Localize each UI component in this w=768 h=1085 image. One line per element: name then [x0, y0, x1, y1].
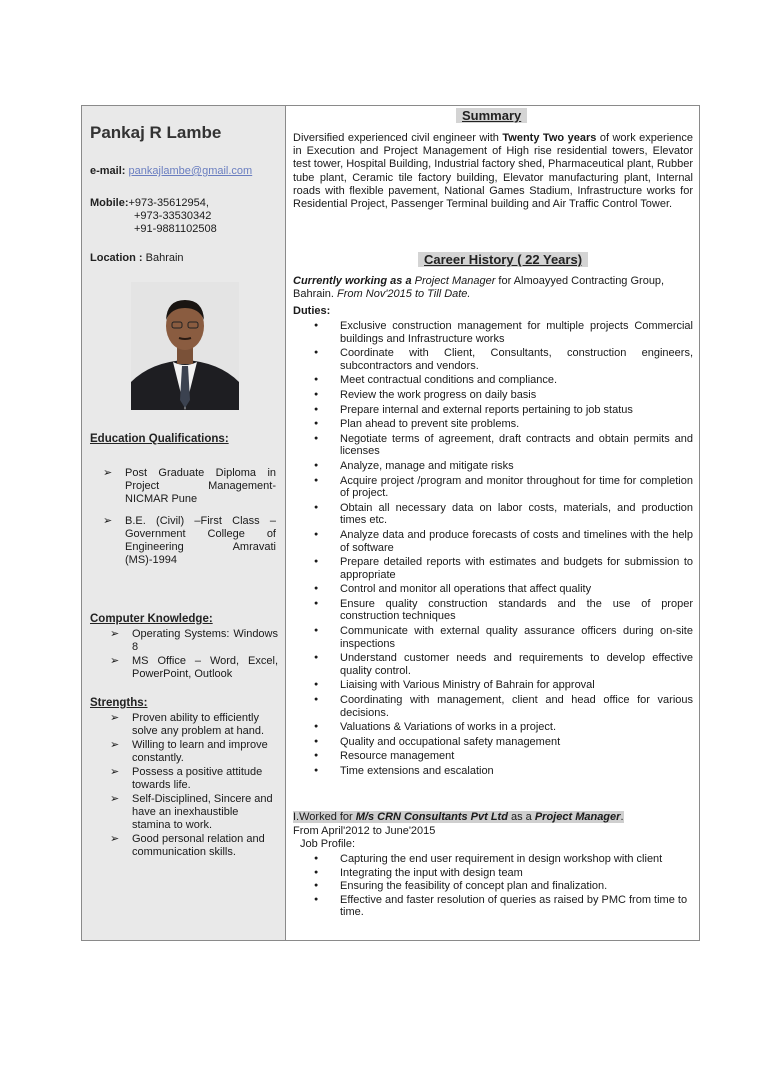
list-item: ● Liaising with Various Ministry of Bahrain for approval — [314, 679, 693, 692]
career-heading: Career History ( 22 Years) — [418, 252, 588, 267]
list-item: ➢ Proven ability to efficiently solve any problem at hand. — [110, 712, 265, 737]
list-item: ● Exclusive construction management for multiple projects Commercial buildings and Infrastructure works — [314, 320, 693, 345]
location-value: Bahrain — [145, 252, 184, 264]
list-item: ➢ Willing to learn and improve constantly. — [110, 739, 268, 764]
list-item: ● Negotiate terms of agreement, draft contracts and obtain permits and licenses — [314, 433, 693, 458]
list-item: ● Review the work progress on daily basis — [314, 389, 693, 402]
list-item: ➢ Possess a positive attitude towards life. — [110, 766, 263, 791]
strengths-list — [110, 712, 278, 868]
list-item: ● Communicate with external quality assurance officers during on-site inspections — [314, 625, 693, 650]
list-item: ● Coordinate with Client, Consultants, construction engineers, subcontractors and vendors. — [314, 347, 693, 372]
summary-heading: Summary — [456, 108, 527, 123]
list-item: ➢ Operating Systems: Windows 8 — [110, 628, 278, 653]
list-item: ● Analyze data and produce forecasts of costs and timelines with the help of software — [314, 529, 693, 554]
email-row — [90, 165, 252, 178]
computer-list — [110, 628, 278, 690]
list-item: ➢ B.E. (Civil) –First Class –Government College of Engineering Amravati (MS)-1994 — [103, 515, 276, 566]
list-item: ● Prepare internal and external reports pertaining to job status — [314, 404, 693, 417]
education-list — [103, 467, 276, 576]
list-item: ● Time extensions and escalation — [314, 765, 693, 778]
list-item: ● Integrating the input with design team — [314, 867, 693, 880]
left-column — [82, 106, 286, 940]
previous-position: I.Worked for M/s CRN Consultants Pvt Ltd as a Project Manager. — [293, 811, 624, 823]
list-item: ● Effective and faster resolution of queries as raised by PMC from time to time. — [314, 894, 693, 919]
list-item: ● Ensure quality construction standards and the use of proper construction techniques — [314, 598, 693, 623]
list-item: ● Control and monitor all operations that affect quality — [314, 583, 693, 596]
list-item: ● Ensuring the feasibility of concept plan and finalization. — [314, 880, 693, 893]
current-position: Currently working as a Project Manager for Almoayyed Contracting Group, Bahrain. From Nov'2015 to Till Date. — [293, 275, 665, 300]
phone-3: +91-9881102508 — [134, 223, 217, 235]
job-profile-list — [314, 853, 693, 920]
education-heading: Education Qualifications: — [90, 433, 229, 445]
phone-1: +973-35612954, — [128, 197, 209, 209]
location-label: Location : — [90, 252, 143, 264]
location-row — [90, 252, 184, 265]
duties-label: Duties: — [293, 305, 331, 317]
list-item: ➢ Post Graduate Diploma in Project Management- NICMAR Pune — [103, 467, 276, 505]
resume-frame — [81, 105, 700, 941]
list-item: ● Analyze, manage and mitigate risks — [314, 460, 693, 473]
list-item: ● Understand customer needs and requirements to develop effective quality control. — [314, 652, 693, 677]
phone-2: +973-33530342 — [134, 210, 212, 222]
list-item: ● Acquire project /program and monitor throughout for time for completion of project. — [314, 475, 693, 500]
list-item: ● Resource management — [314, 750, 693, 763]
mobile-row — [90, 197, 209, 210]
email-label: e-mail: — [90, 165, 126, 177]
strengths-heading: Strengths: — [90, 697, 148, 709]
list-item: ● Prepare detailed reports with estimates and budgets for submission to appropriate — [314, 556, 693, 581]
summary-text: Diversified experienced civil engineer with Twenty Two years of work experience in Execution and Project Management of High rise residential towers, Elevator test tower, Hospital Building, Industrial factory shed, Pharmaceutical plant, Rubber tube plant, Ceramic tile factory building, Elevator manufacturing plant, Internal roads with flexible pavement, National Games Stadium, Infrastructure works for Residential Project, Passenger Terminal building and Air Traffic Control Tower. — [293, 132, 693, 211]
list-item: ➢ Good personal relation and communication skills. — [110, 833, 265, 858]
list-item: ● Quality and occupational safety management — [314, 736, 693, 749]
profile-photo — [131, 282, 239, 410]
list-item: ● Valuations & Variations of works in a project. — [314, 721, 693, 734]
list-item: ➢ MS Office – Word, Excel, PowerPoint, Outlook — [110, 655, 278, 680]
candidate-name: Pankaj R Lambe — [90, 123, 222, 142]
list-item: ● Coordinating with management, client and head office for various decisions. — [314, 694, 693, 719]
job-profile-label: Job Profile: — [300, 838, 356, 850]
duties-list — [314, 320, 693, 780]
previous-dates: From April'2012 to June'2015 — [293, 825, 436, 837]
right-column — [286, 106, 699, 940]
list-item: ● Obtain all necessary data on labor costs, materials, and production times etc. — [314, 502, 693, 527]
computer-heading: Computer Knowledge: — [90, 613, 213, 625]
list-item: ● Plan ahead to prevent site problems. — [314, 418, 693, 431]
email-link[interactable]: pankajlambe@gmail.com — [128, 165, 253, 177]
mobile-label: Mobile: — [90, 197, 129, 209]
list-item: ● Meet contractual conditions and compliance. — [314, 374, 693, 387]
list-item: ➢ Self-Disciplined, Sincere and have an inexhaustible stamina to work. — [110, 793, 273, 831]
list-item: ● Capturing the end user requirement in design workshop with client — [314, 853, 693, 866]
